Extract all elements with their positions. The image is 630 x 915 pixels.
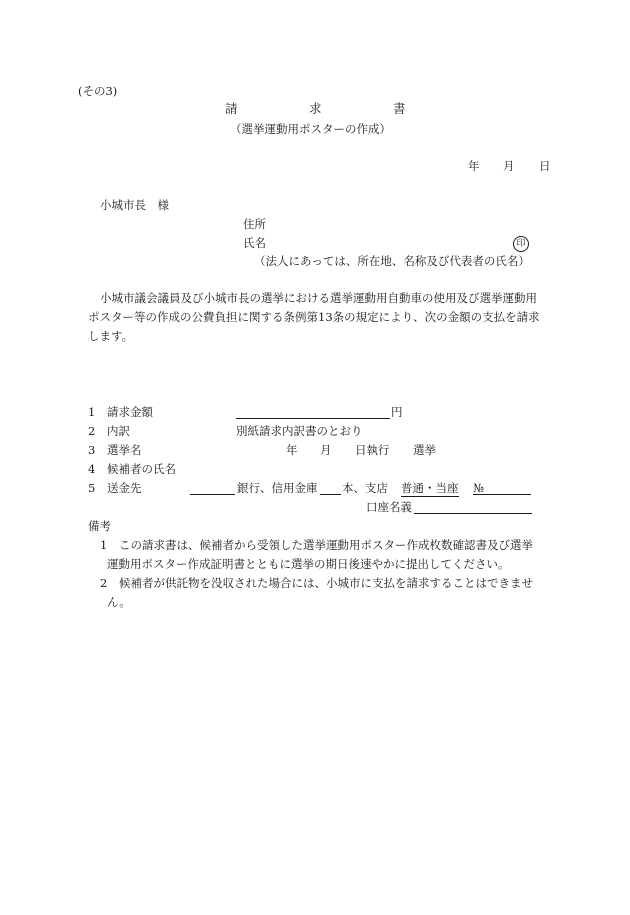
- item4-label: 候補者の氏名: [107, 462, 176, 476]
- item1-num: 1: [88, 405, 96, 419]
- addressee: 小城市長 様: [100, 198, 169, 212]
- remark1-line2: 運動用ポスター作成証明書とともに選挙の期日後速やかに提出してください。: [107, 557, 510, 571]
- form-number: (その3): [78, 84, 118, 98]
- item2-label: 内訳: [107, 424, 130, 438]
- item5-num: 5: [88, 481, 96, 495]
- body-line-2: ポスター等の作成の公費負担に関する条例第13条の規定により、次の金額の支払を請求: [88, 310, 540, 324]
- remark2-num: 2: [100, 576, 108, 590]
- election-day-executed: 日執行: [355, 443, 390, 457]
- yen-unit: 円: [391, 405, 403, 419]
- title-char-2: 求: [309, 101, 322, 116]
- title-char-3: 書: [393, 101, 406, 116]
- remark2-line1: 候補者が供託物を没収された場合には、小城市に支払を請求することはできませ: [119, 576, 533, 590]
- breakdown-value: 別紙請求内訳書のとおり: [236, 424, 363, 438]
- name-label: 氏名: [243, 236, 266, 250]
- item3-num: 3: [88, 443, 96, 457]
- subtitle: （選挙運動用ポスターの作成）: [230, 122, 391, 136]
- remark1-num: 1: [100, 538, 108, 552]
- remark1-line1: この請求書は、候補者から受領した選挙運動用ポスター作成枚数確認書及び選挙: [119, 538, 533, 552]
- item5-label: 送金先: [107, 481, 142, 495]
- branch-name-field[interactable]: [320, 494, 341, 495]
- account-holder-field[interactable]: [414, 513, 532, 514]
- item1-label: 請求金額: [107, 405, 153, 419]
- title-char-1: 請: [225, 101, 238, 116]
- remark2-line2: ん。: [107, 595, 131, 609]
- account-number-field[interactable]: [473, 494, 531, 495]
- body-line-1: 小城市議会議員及び小城市長の選挙における選挙運動用自動車の使用及び選挙運動用: [100, 291, 537, 305]
- election-year: 年: [286, 443, 298, 457]
- date-year: 年: [468, 159, 480, 173]
- account-number-label: №: [473, 481, 484, 495]
- election-month: 月: [320, 443, 332, 457]
- body-line-3: します。: [88, 329, 134, 343]
- seal-mark: [513, 236, 529, 252]
- corporate-note: （法人にあっては、所在地、名称及び代表者の氏名）: [254, 254, 530, 268]
- account-holder-label: 口座名義: [366, 500, 412, 514]
- date-month: 月: [503, 159, 515, 173]
- date-day: 日: [539, 159, 551, 173]
- branch-label: 本、支店: [342, 481, 388, 495]
- item3-label: 選挙名: [107, 443, 142, 457]
- remarks-heading: 備考: [88, 519, 111, 533]
- seal-icon: 印: [513, 236, 529, 252]
- bank-name-field[interactable]: [190, 494, 235, 495]
- amount-field[interactable]: [236, 418, 390, 419]
- election-name-suffix: 選挙: [413, 443, 436, 457]
- item4-num: 4: [88, 462, 96, 476]
- bank-type-label: 銀行、信用金庫: [237, 481, 318, 495]
- account-type: 普通・当座: [401, 481, 459, 495]
- item2-num: 2: [88, 424, 96, 438]
- address-label: 住所: [243, 217, 266, 231]
